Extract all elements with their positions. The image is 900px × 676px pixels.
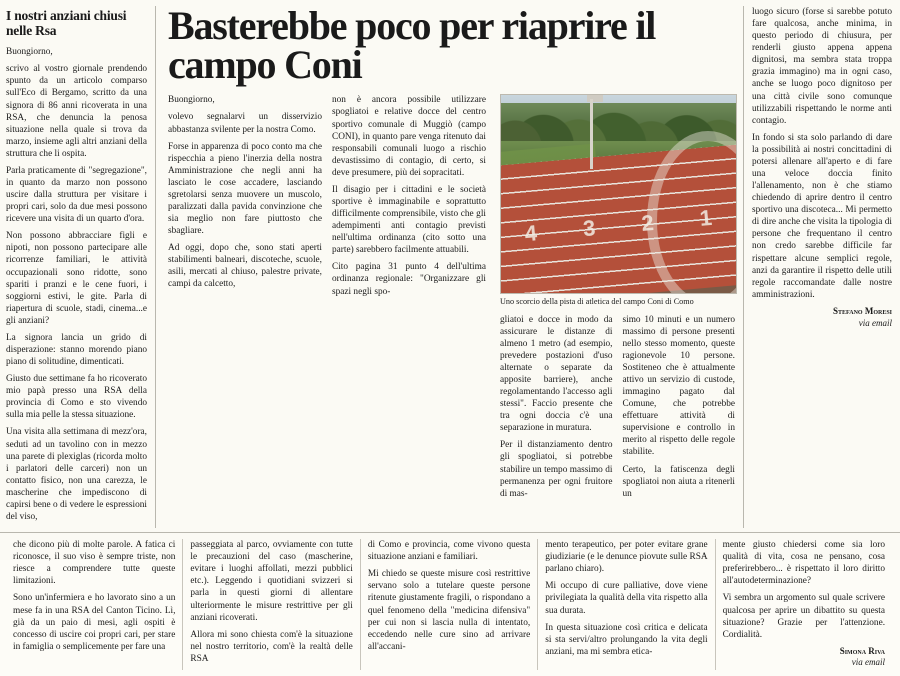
article-body-and-photo <box>168 94 735 504</box>
paragraph: Mi chiedo se queste misure così restrittive servano solo a tutelare queste persone ritenute giustamente fragili, o rispondano a quel fenomeno della "medicina difensiva" per cui non si lascia nulla di intentato, eccedendo nelle cure sino ad arrivare all'accani- <box>367 569 531 652</box>
paragraph: Buongiorno, <box>6 47 53 58</box>
signature-email: via email <box>851 657 886 668</box>
paragraph: Forse in apparenza di poco conto ma che rispecchia a pieno l'inerzia della nostra Amministrazione che negli anni ha lasciato le cose accadere, lasciando sgretolarsi senza muovere un muscolo, paralizzati dalla pavida convinzione che sia meglio non fare piuttosto che sbagliare. <box>168 141 322 237</box>
paragraph: mento terapeutico, per poter evitare grane giudiziarie (e le denunce piovute sulle RSA parlano chiaro). <box>545 540 708 575</box>
paragraph: mente giusto chiedersi come sia loro qualità di vita, cosa ne pensano, cosa preferirebbero... è rispettato il loro diritto all'autodeterminazione? <box>722 540 886 587</box>
paragraph: In questa situazione così critica e delicata si sta servi/altro prolungando la vita degli anziani, ma mi sembra etica- <box>545 622 708 657</box>
left-letter-column <box>6 6 156 528</box>
paragraph: Una visita alla settimana di mezz'ora, seduti ad un tavolino con in mezzo una parete di plexiglas (ricorda molto i parlatori delle carceri) non un contatto fisico, non una carezza, le mascherine che impediscono di capirsi bene o di vedere le espressioni del viso, <box>6 427 147 523</box>
article-text-columns-below-photo <box>500 308 735 505</box>
left-letter-headline: I nostri anziani chiusi nelle Rsa <box>6 8 127 39</box>
bottom-section <box>0 532 900 676</box>
bottom-column-4 <box>538 539 715 670</box>
bottom-column-2 <box>183 539 360 670</box>
paragraph: non è ancora possibile utilizzare spogliatoi e relative docce del centro sportivo comunale di Muggiò (campo CONI), in quanto pare venga ritenuto dai responsabili comunali luogo a rischio devastissimo di contagio, di certo, si deve presumere, più dei sopracitati. <box>332 95 486 178</box>
paragraph: Per il distanziamento dentro gli spogliatoi, si potrebbe stabilire un tempo massimo di permanenza per ogni fruitore di mas- <box>500 440 613 499</box>
paragraph: Ad oggi, dopo che, sono stati aperti stabilimenti balneari, discoteche, scuole, asili, mercati al chiuso, palestre private, campi da calcetto, <box>168 243 322 290</box>
signature-name: Simona Riva <box>839 645 886 656</box>
paragraph: Giusto due settimane fa ho ricoverato mio papà presso una RSA della provincia di Como e sto vivendo sulla mia pelle la stessa situazione. <box>6 374 147 421</box>
lane-number: 2 <box>639 210 655 237</box>
paragraph: che dicono più di molte parole. A fatica ci riconosce, il suo viso è sempre triste, non riesce a comprendere tutte queste limitazioni. <box>13 540 176 587</box>
article-column-1 <box>168 94 322 504</box>
paragraph: volevo segnalarvi un disservizio abbastanza svilente per la nostra Como. <box>168 112 322 135</box>
bottom-column-5 <box>716 539 892 670</box>
left-letter-body <box>6 46 147 523</box>
paragraph: Buongiorno, <box>168 95 215 106</box>
lane-number: 1 <box>698 205 713 232</box>
bottom-column-1 <box>6 539 183 670</box>
paragraph: gliatoi e docce in modo da assicurare le distanze di almeno 1 metro (ad esempio, prevedere postazioni d'uso alternate o separate da apposite barriere), anche regolamentando l'accesso agli stessi". Faccio presente che tra ogni doccia c'è una separazione in muratura. <box>500 314 613 434</box>
paragraph: Il disagio per i cittadini e le società sportive è immaginabile e soprattutto difficilmente comprensibile, visto che gli adempimenti anti contagio previsti nell'ultima ordinanza (cito sotto una parte) sarebbero facilmente attuabili. <box>332 184 486 256</box>
paragraph: simo 10 minuti e un numero massimo di persone presenti nello stesso momento, queste ragionevole 10 persone. Sostiteneo che è attualmente attivo un servizio di custode, immagino pagato dal Comune, che potrebbe effettuare attività di supervisione e controllo in merito al rispetto delle regole stabilite. <box>622 314 735 458</box>
article-column-2 <box>332 94 486 504</box>
paragraph: Mi occupo di cure palliative, dove viene privilegiata la qualità della vita rispetto alla sua durata. <box>545 581 708 616</box>
paragraph: In fondo si sta solo parlando di dare la possibilità ai nostri concittadini di potersi allenare all'aperto e di fare una veloce doccia finito l'allenamento, non è che stiamo chiedendo di aprire dentro il centro sportivo una discoteca... Mi permetto di dire anche che visita la tipologia di persone che frequentano il centro non credo sarebbe difficile far rispettare alcune semplici regole, anzi da garantire il rispetto delle utili regole raccomandate dalle nostre amministrazioni. <box>752 132 892 300</box>
lane-number: 3 <box>581 215 596 242</box>
bottom-column-3 <box>361 539 538 670</box>
right-column <box>744 6 892 528</box>
signature-name: Stefano Moresi <box>833 305 892 316</box>
article-text-columns <box>168 94 496 504</box>
paragraph: Allora mi sono chiesta com'è la situazione nel nostro territorio, com'è la realtà delle RSA <box>190 629 353 664</box>
paragraph: Parla praticamente di "segregazione", in quanto da marzo non possono uscire dalla struttura per visitare i propri cari, solo da due mesi possono ricevere una visita di un quarto d'ora. <box>6 165 147 225</box>
paragraph: Sono un'infermiera e ho lavorato sino a un mese fa in una RSA del Canton Ticino. Lì, già da un paio di mesi, agli ospiti è concesso di uscire coi propri cari, per stare in famiglia o semplicemente per fare una <box>13 593 176 652</box>
lane-number: 4 <box>523 220 538 247</box>
paragraph: Cito pagina 31 punto 4 dell'ultima ordinanza regionale: "Organizzare gli spazi negli spo- <box>332 262 486 297</box>
paragraph: scrivo al vostro giornale prendendo spunto da un articolo comparso sull'Eco di Bergamo, scritto da una signora di 86 anni ricoverata in una RSA, che denuncia la penosa situazione nella quale si trova da marzo, insieme agli altri anziani della struttura che li ospita. <box>6 64 147 159</box>
paragraph: Non possono abbracciare figli e nipoti, non possono partecipare alle ricorrenze familiari, le attività occupazionali sono ridotte, sono spariti i pranzi e le cene fuori, i soggiorni estivi, le gite. Parla di riapertura di scuole, stadi, cinema...e gli anziani? <box>6 231 147 326</box>
paragraph: La signora lancia un grido di disperazione: stanno morendo piano piano di solitudine, dimenticati. <box>6 332 147 368</box>
main-article-column <box>156 3 744 528</box>
photo-caption: Uno scorcio della pista di atletica del campo Coni di Como <box>500 297 694 307</box>
article-column-4 <box>623 314 736 505</box>
photo-block <box>496 94 735 504</box>
track-photo <box>500 94 737 294</box>
page-title: Basterebbe poco per riaprire il campo Coni <box>168 3 656 88</box>
signature-email: via email <box>858 317 892 328</box>
photo-floodlight-head <box>587 95 603 102</box>
paragraph: Certo, la fatiscenza degli spogliatoi non aiuta a ritenerli un <box>622 464 735 499</box>
paragraph: luogo sicuro (forse si sarebbe potuto fare qualcosa, anche minima, in questo periodo di chiusura, per renderli giusto appena appena dignitosi, ma sembra stata troppa grazia immagino) ma in ogni caso, anche se luogo poco dignitoso per una città civile sono comunque utilizzabili rispettando le norme anti contagio. <box>752 7 892 126</box>
paragraph: di Como e provincia, come vivono questa situazione anziani e familiari. <box>367 540 531 563</box>
photo-floodlight-pole <box>590 99 593 169</box>
paragraph: passeggiata al parco, ovviamente con tutte le precauzioni del caso (mascherine, evitare i luoghi affollati, mezzi pubblici etc.). Leggendo i quotidiani svizzeri si parla in questi giorni di allentare ulteriormente le misure restrittive per gli anziani ricoverati. <box>190 540 353 623</box>
paragraph: Vi sembra un argomento sul quale scrivere qualcosa per aprire un dibattito su questa situazione? Grazie per l'attenzione. Cordialità. <box>722 593 886 640</box>
article-column-3 <box>500 314 613 505</box>
